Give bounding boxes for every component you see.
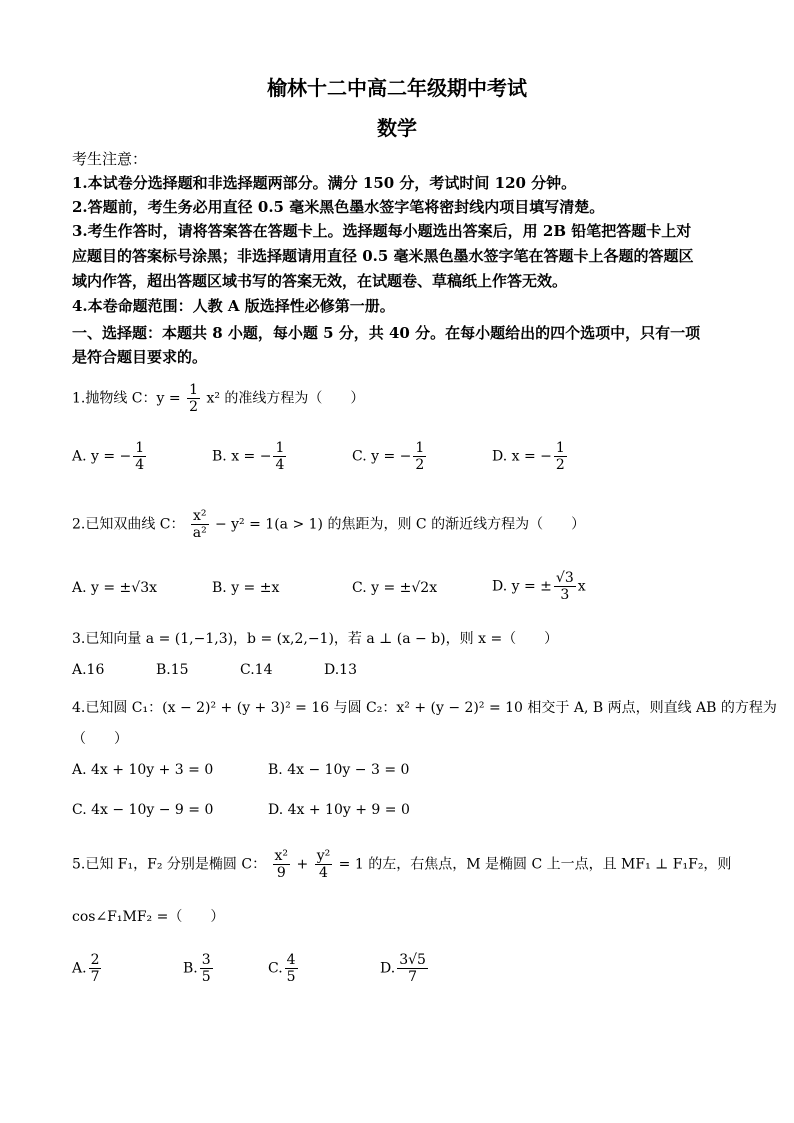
subject-title: 数学 [377,116,417,140]
question-4-cont: （ ） [72,731,128,747]
option-label: D. x = − [492,448,552,465]
q2-option-b: B. y = ±x [212,580,280,596]
notice-item: 1.本试卷分选择题和非选择题两部分。满分 150 分，考试时间 120 分钟。 [72,174,577,192]
q4-option-c: C. 4x − 10y − 9 = 0 [72,802,214,818]
numerator: 2 [90,952,100,968]
numerator: 1 [555,440,565,456]
option-suffix: x [577,578,586,595]
numerator: √3 [555,570,574,586]
numerator: x² [192,508,207,524]
option-label: D. [380,960,396,977]
q3-option-a: A.16 [72,662,105,678]
exam-title: 榆林十二中高二年级期中考试 [267,76,527,100]
q1-suffix: x² 的准线方程为（ ） [206,390,365,407]
denominator: 7 [408,969,418,985]
q2-prefix: 2.已知双曲线 C： [72,516,185,533]
denominator: 3 [560,587,570,603]
denominator: 4 [275,457,285,473]
denominator: 4 [135,457,145,473]
denominator: 2 [415,457,425,473]
q4-option-d: D. 4x + 10y + 9 = 0 [268,802,410,818]
numerator: 4 [286,952,296,968]
denominator: 5 [286,969,296,985]
q1-option-c [352,440,428,473]
q2-option-a: A. y = ±√3x [72,580,158,596]
q5-fraction-x [273,848,291,881]
numerator: 1 [415,440,425,456]
numerator: 3√5 [399,952,426,968]
option-label: B. x = − [212,448,272,465]
q4-option-b: B. 4x − 10y − 3 = 0 [268,762,410,778]
section-heading: 一、选择题：本题共 8 小题，每小题 5 分，共 40 分。在每小题给出的四个选项中，只有一项 [72,324,701,342]
question-2 [72,508,585,541]
option-label: D. y = ± [492,578,552,595]
q1-option-d [492,440,569,473]
q1-prefix: 1.抛物线 C：y = [72,390,181,407]
q3-option-d: D.13 [324,662,357,678]
q5-plus: + [296,856,309,873]
denominator: 4 [318,865,328,881]
option-label: B. [183,960,198,977]
numerator: 1 [189,382,198,398]
q1-fraction [187,382,200,415]
q5-fraction-y [315,848,333,881]
section-heading-cont: 是符合题目要求的。 [72,348,208,366]
q2-fraction [191,508,209,541]
denominator: 2 [189,399,198,415]
notice-item: 应题目的答案标号涂黑；非选择题请用直径 0.5 毫米黑色墨水签字笔在答题卡上各题的答题区 [72,247,694,265]
option-label: C. y = − [352,448,412,465]
notice-heading: 考生注意： [72,150,148,168]
denominator: 9 [276,865,286,881]
denominator: 7 [90,969,100,985]
notice-item: 4.本卷命题范围：人教 A 版选择性必修第一册。 [72,297,395,315]
option-label: A. y = − [72,448,132,465]
question-4: 4.已知圆 C₁：(x − 2)² + (y + 3)² = 16 与圆 C₂：x² + (y − 2)² = 10 相交于 A, B 两点，则直线 AB 的方程为 [72,700,777,716]
numerator: x² [274,848,289,864]
option-label: A. [72,960,87,977]
denominator: 2 [555,457,565,473]
notice-item: 域内作答，超出答题区域书写的答案无效，在试题卷、草稿纸上作答无效。 [72,272,568,290]
notice-item: 3.考生作答时，请将答案答在答题卡上。选择题每小题选出答案后，用 2B 铅笔把答题卡上对 [72,222,692,240]
question-1 [72,382,364,415]
q2-option-d [492,570,586,603]
q5-option-d [380,952,430,985]
question-5 [72,848,731,881]
notice-item: 2.答题前，考生务必用直径 0.5 毫米黑色墨水签字笔将密封线内项目填写清楚。 [72,198,605,216]
q5-suffix: = 1 的左，右焦点，M 是椭圆 C 上一点，且 MF₁ ⊥ F₁F₂，则 [338,856,732,873]
q2-suffix: − y² = 1(a > 1) 的焦距为，则 C 的渐近线方程为（ ） [214,516,586,533]
numerator: 3 [201,952,211,968]
q1-option-a [72,440,148,473]
q2-option-c: C. y = ±√2x [352,580,438,596]
numerator: 1 [135,440,145,456]
numerator: y² [316,848,331,864]
numerator: 1 [275,440,285,456]
denominator: a² [192,525,207,541]
denominator: 5 [201,969,211,985]
option-label: C. [268,960,283,977]
question-5-cont: cos∠F₁MF₂ =（ ） [72,909,225,925]
q5-option-c [268,952,300,985]
q3-option-c: C.14 [240,662,273,678]
q4-option-a: A. 4x + 10y + 3 = 0 [72,762,214,778]
question-3: 3.已知向量 a = (1,−1,3)，b = (x,2,−1)，若 a ⊥ (a − b)，则 x =（ ） [72,631,559,647]
q3-option-b: B.15 [156,662,189,678]
q5-option-b [183,952,215,985]
q5-prefix: 5.已知 F₁，F₂ 分别是椭圆 C： [72,856,267,873]
q1-option-b [212,440,288,473]
q5-option-a [72,952,103,985]
